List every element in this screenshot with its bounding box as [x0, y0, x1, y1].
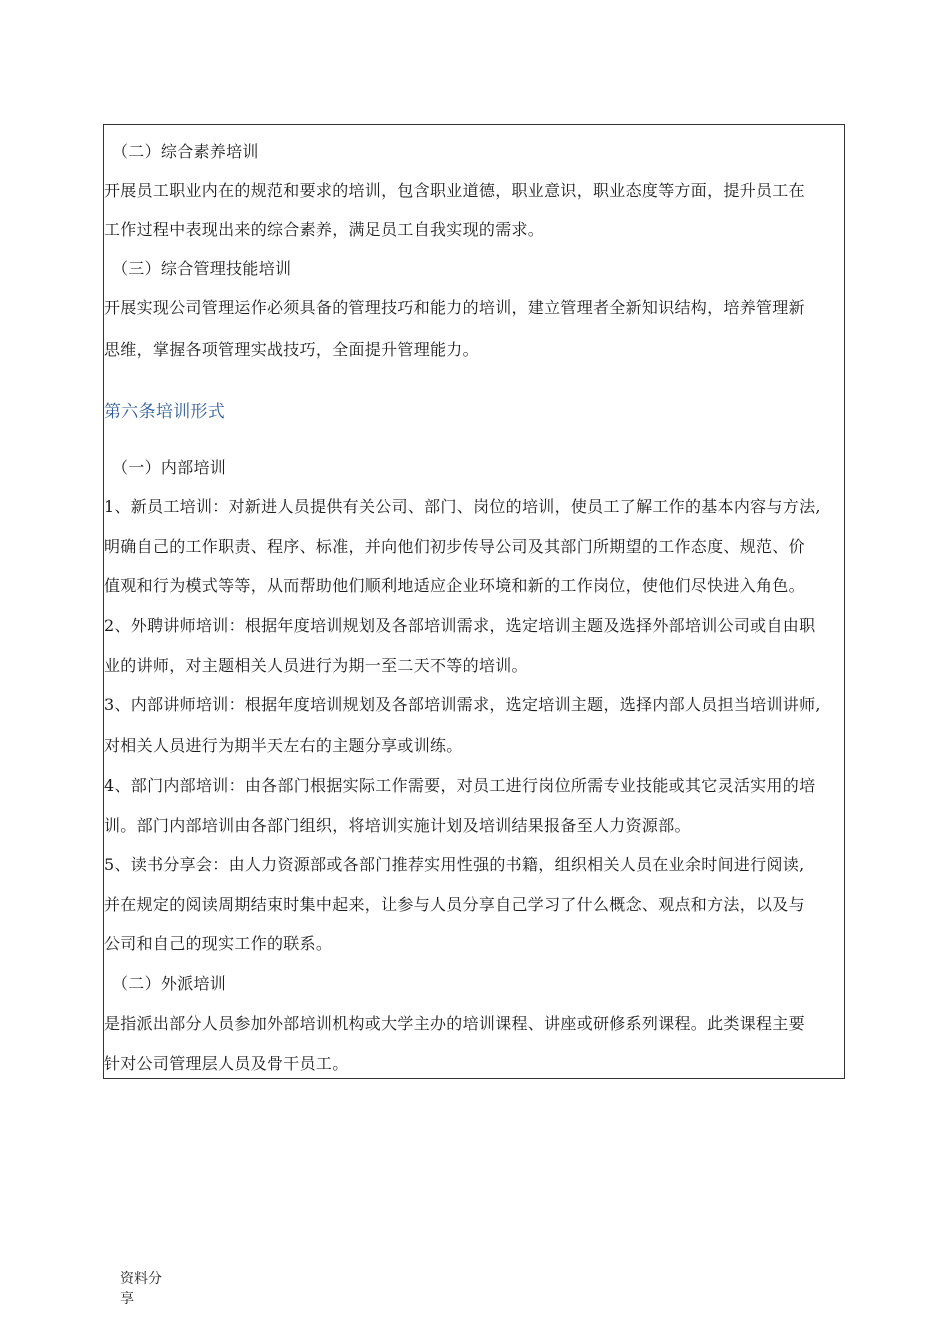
subsection-heading-external: （二）外派培训: [112, 974, 227, 993]
paragraph-line: 工作过程中表现出来的综合素养，满足员工自我实现的需求。: [104, 220, 545, 239]
list-item-line: 4、部门内部培训：由各部门根据实际工作需要，对员工进行岗位所需专业技能或其它灵活实用的培: [104, 776, 816, 795]
list-item-line: 5、读书分享会：由人力资源部或各部门推荐实用性强的书籍，组织相关人员在业余时间进行阅读,: [104, 855, 805, 874]
list-item-line: 并在规定的阅读周期结束时集中起来，让参与人员分享自己学习了什么概念、观点和方法，以及与: [104, 895, 805, 914]
paragraph-line: 开展实现公司管理运作必须具备的管理技巧和能力的培训，建立管理者全新知识结构，培养管理新: [104, 298, 805, 317]
list-item-line: 3、内部讲师培训：根据年度培训规划及各部培训需求，选定培训主题，选择内部人员担当培训讲师,: [104, 695, 821, 714]
list-item-line: 训。部门内部培训由各部门组织，将培训实施计划及培训结果报备至人力资源部。: [104, 816, 691, 835]
footer-text: 资料分: [120, 1271, 162, 1287]
paragraph-line: 思维，掌握各项管理实战技巧，全面提升管理能力。: [104, 340, 479, 359]
paragraph-line: 是指派出部分人员参加外部培训机构或大学主办的培训课程、讲座或研修系列课程。此类课程主要: [104, 1014, 805, 1033]
list-item-line: 对相关人员进行为期半天左右的主题分享或训练。: [104, 736, 463, 755]
section-heading-management-skills: （三）综合管理技能培训: [112, 259, 292, 278]
list-item-line: 2、外聘讲师培训：根据年度培训规划及各部培训需求，选定培训主题及选择外部培训公司或自由职: [104, 616, 816, 635]
paragraph-line: 开展员工职业内在的规范和要求的培训，包含职业道德，职业意识，职业态度等方面，提升员工在: [104, 181, 805, 200]
list-item-line: 明确自己的工作职责、程序、标准，并向他们初步传导公司及其部门所期望的工作态度、规范、价: [104, 537, 805, 556]
section-heading-comprehensive-quality: （二）综合素养培训: [112, 142, 259, 161]
article-title: 第六条培训形式: [104, 402, 226, 422]
list-item-line: 公司和自己的现实工作的联系。: [104, 934, 333, 953]
paragraph-line: 针对公司管理层人员及骨干员工。: [104, 1054, 349, 1073]
subsection-heading-internal: （一）内部培训: [112, 458, 227, 477]
footer-text: 享: [120, 1291, 134, 1307]
list-item-line: 业的讲师，对主题相关人员进行为期一至二天不等的培训。: [104, 656, 528, 675]
list-item-line: 值观和行为模式等等，从而帮助他们顺利地适应企业环境和新的工作岗位，使他们尽快进入角色。: [104, 576, 805, 595]
list-item-line: 1、新员工培训：对新进人员提供有关公司、部门、岗位的培训，使员工了解工作的基本内容与方法,: [104, 497, 821, 516]
